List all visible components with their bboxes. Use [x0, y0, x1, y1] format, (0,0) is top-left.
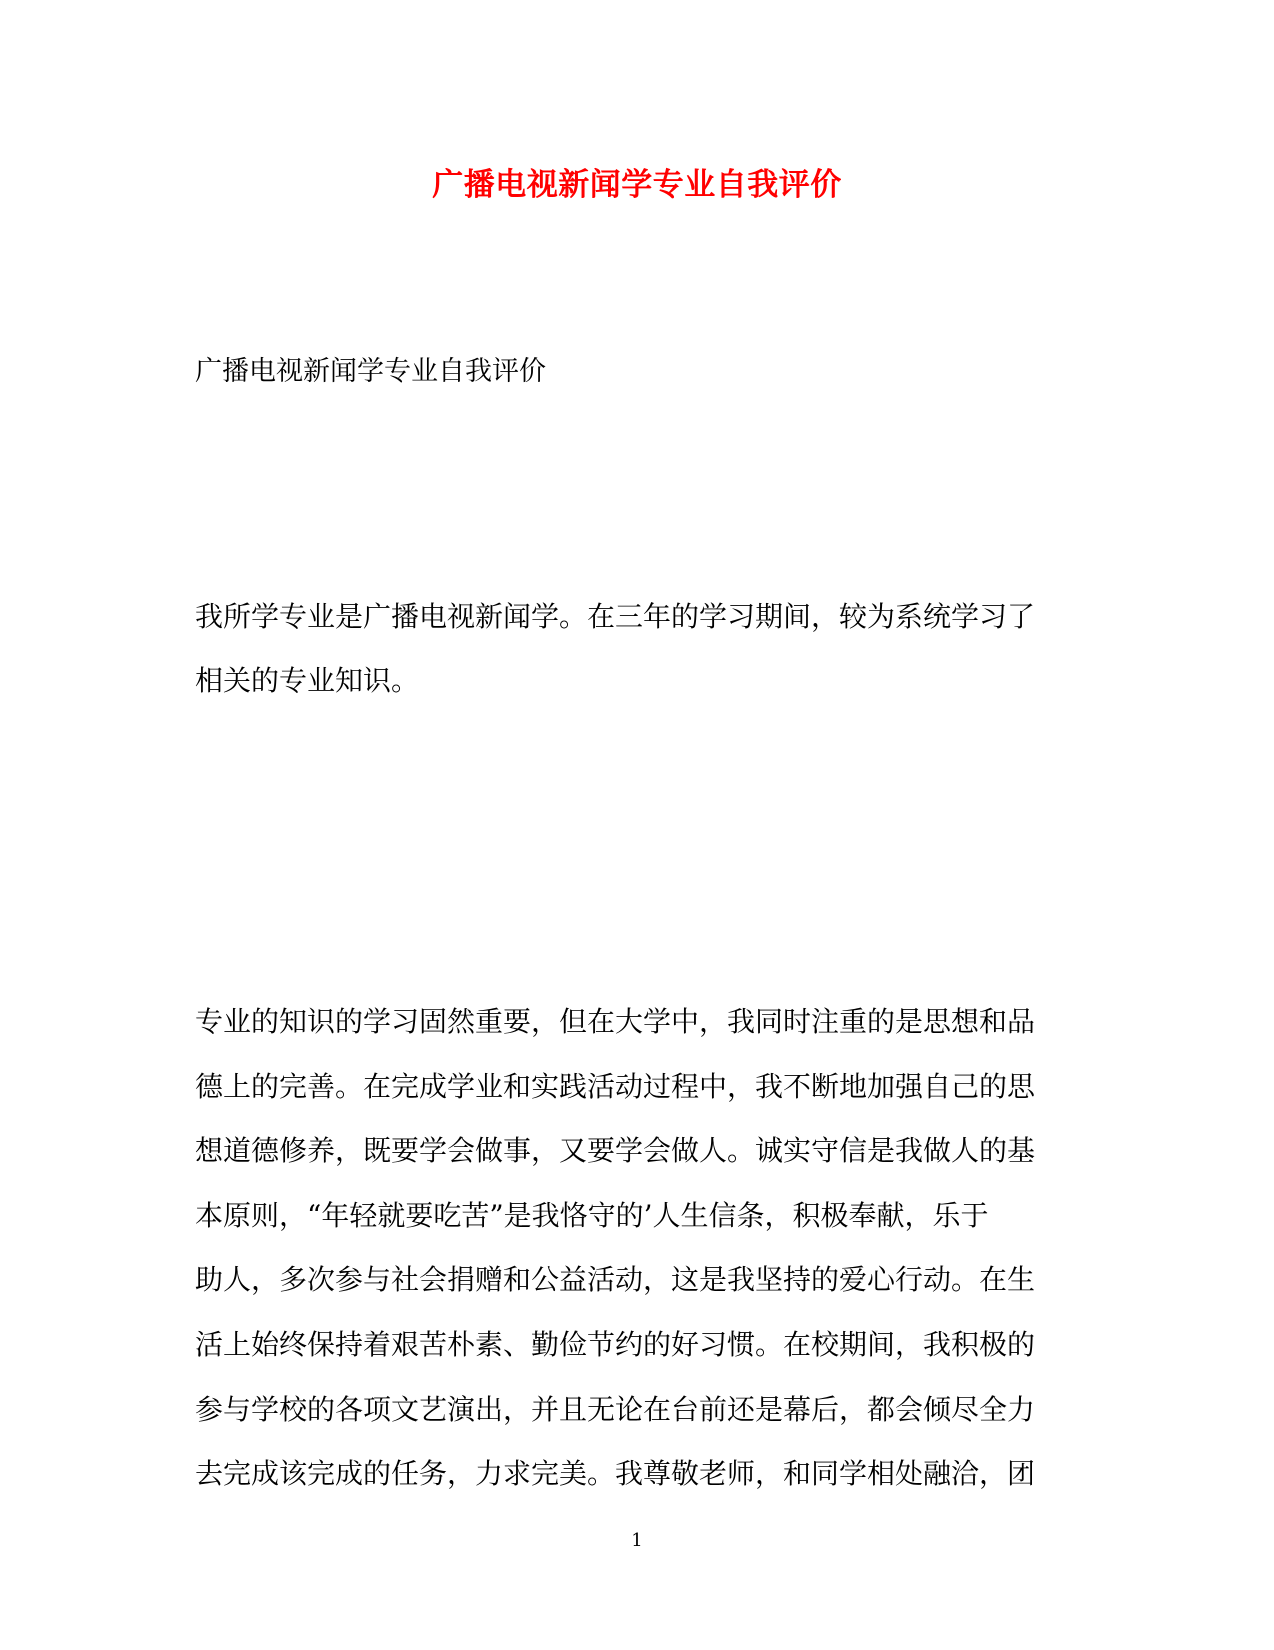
paragraph-line: 活上始终保持着艰苦朴素、勤俭节约的好习惯。在校期间，我积极的 [195, 1327, 1036, 1361]
paragraph-line: 助人，多次参与社会捐赠和公益活动，这是我坚持的爱心行动。在生 [195, 1263, 1036, 1297]
paragraph-line: 本原则，“年轻就要吃苦”是我恪守的’人生信条，积极奉献，乐于 [195, 1198, 989, 1232]
paragraph-line: 我所学专业是广播电视新闻学。在三年的学习期间，较为系统学习了 [195, 600, 1036, 633]
paragraph-line: 专业的知识的学习固然重要，但在大学中，我同时注重的是思想和品 [195, 1005, 1036, 1038]
paragraph-line: 参与学校的各项文艺演出，并且无论在台前还是幕后，都会倾尽全力 [195, 1392, 1036, 1426]
paragraph-line: 去完成该完成的任务，力求完美。我尊敬老师，和同学相处融洽，团 [195, 1457, 1036, 1491]
document-title: 广播电视新闻学专业自我评价 [432, 167, 842, 203]
paragraph-line: 想道德修养，既要学会做事，又要学会做人。诚实守信是我做人的基 [195, 1134, 1036, 1168]
paragraph-line: 相关的专业知识。 [195, 664, 420, 697]
paragraph-2 [195, 1002, 1075, 1519]
document-subtitle: 广播电视新闻学专业自我评价 [195, 356, 546, 387]
paragraph-1 [195, 597, 1075, 725]
page-number: 1 [631, 1530, 643, 1551]
paragraph-line: 德上的完善。在完成学业和实践活动过程中，我不断地加强自己的思 [195, 1069, 1036, 1103]
